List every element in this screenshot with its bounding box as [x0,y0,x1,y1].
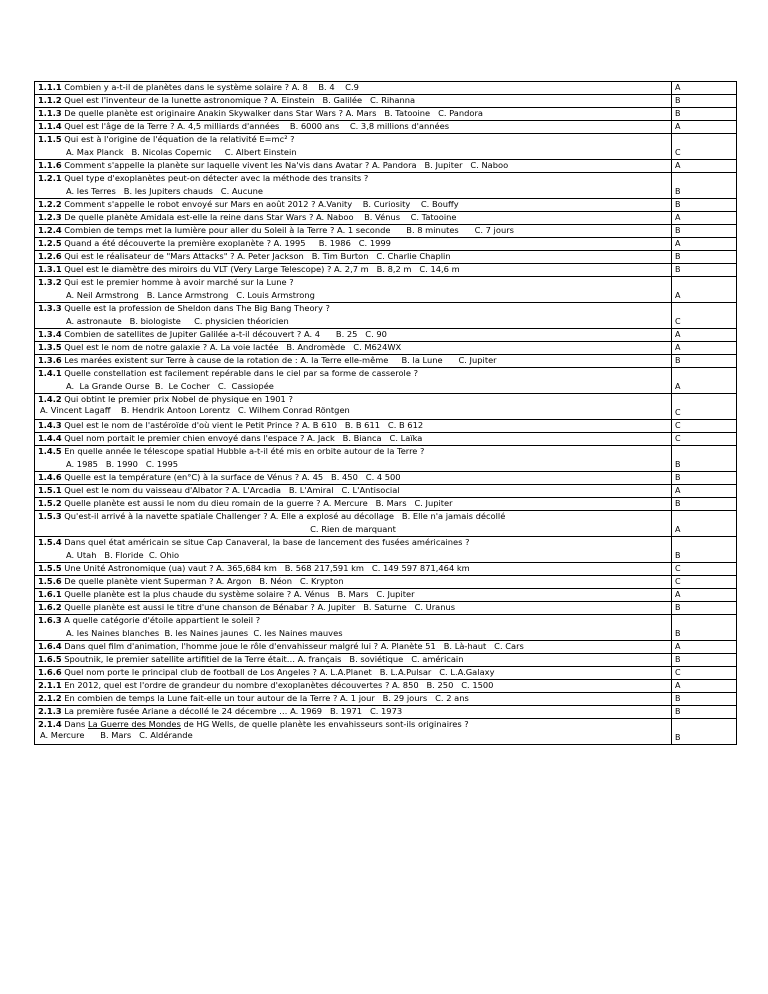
question-cell [35,472,672,485]
question-text: Quel est le nom de notre galaxie ? [64,342,208,352]
question-number: 1.1.5 [38,134,62,144]
question-number: 1.3.1 [38,264,62,274]
question-text: Combien de temps met la lumière pour aller du Soleil à la Terre ? [64,225,335,235]
question-text: Une Unité Astronomique (ua) vaut ? [64,563,214,573]
question-row [35,537,737,563]
question-number: 1.1.2 [38,95,62,105]
question-row [35,251,737,264]
question-options: A. 2,7 m B. 8,2 m C. 14,6 m [334,264,460,274]
question-options: A. la Terre elle-même B. la Lune C. Jupiter [300,355,497,365]
question-text: A quelle catégorie d'étoile appartient le soleil ? [64,615,261,625]
question-cell [35,537,672,563]
question-options: A. 1 seconde B. 8 minutes C. 7 jours [337,225,514,235]
question-row [35,277,737,303]
question-cell [35,511,672,537]
question-row [35,303,737,329]
answer-cell: C [672,667,737,680]
question-number: 1.2.4 [38,225,62,235]
question-row [35,719,737,745]
question-options: A. Elle a explosé au décollage B. Elle n'a jamais décollé [270,511,506,521]
question-cell [35,212,672,225]
question-text: Quelle planète est aussi le titre d'une chanson de Bénabar ? [64,602,315,612]
question-row [35,160,737,173]
answer-cell: B [672,719,737,745]
question-options: A. 1995 B. 1986 C. 1999 [273,238,391,248]
question-text: Quelle constellation est facilement repérable dans le ciel par sa forme de casserole ? [64,368,418,378]
question-cell [35,225,672,238]
answer-cell: C [672,433,737,446]
question-row [35,433,737,446]
question-number: 1.3.2 [38,277,62,287]
question-text-post: de HG Wells, de quelle planète les envahisseurs sont-ils originaires ? [180,719,469,729]
question-number: 1.6.6 [38,667,62,677]
question-number: 1.1.4 [38,121,62,131]
answer-cell: B [672,654,737,667]
question-text: Quand a été découverte la première exoplanète ? [64,238,272,248]
answer-cell: B [672,472,737,485]
question-row [35,602,737,615]
question-row [35,654,737,667]
question-cell [35,121,672,134]
question-row [35,173,737,199]
question-cell [35,446,672,472]
question-options: A. Einstein B. Galilée C. Rihanna [270,95,416,105]
question-cell [35,95,672,108]
question-text: Combien de satellites de Jupiter Galilée a-t-il découvert ? [64,329,302,339]
question-number: 2.1.1 [38,680,62,690]
question-cell [35,199,672,212]
question-options: A. 4,5 milliards d'années B. 6000 ans C. 3,8 millions d'années [177,121,450,131]
question-number: 1.2.3 [38,212,62,222]
question-cell [35,719,672,745]
answer-cell: B [672,264,737,277]
question-text: Qui est à l'origine de l'équation de la relativité E=mc² ? [64,134,295,144]
answer-cell: B [672,108,737,121]
answer-cell: C [672,303,737,329]
question-options: A. Mercure B. Mars C. Jupiter [323,498,453,508]
answer-cell: B [672,199,737,212]
question-options: A. les Terres B. les Jupiters chauds C. Aucune [66,186,263,196]
question-row [35,667,737,680]
question-cell [35,485,672,498]
question-cell [35,108,672,121]
question-row [35,225,737,238]
question-number: 1.6.5 [38,654,62,664]
question-row [35,199,737,212]
question-options: A. Vincent Lagaff B. Hendrik Antoon Lorentz C. Wilhem Conrad Röntgen [40,405,350,415]
question-cell [35,277,672,303]
question-options: A. Pandora B. Jupiter C. Naboo [371,160,509,170]
question-text: Quel nom portait le premier chien envoyé dans l'espace ? [64,433,305,443]
question-cell [35,433,672,446]
question-row [35,134,737,160]
question-row [35,615,737,641]
answer-cell: C [672,420,737,433]
question-cell [35,420,672,433]
question-row [35,342,737,355]
question-row [35,576,737,589]
question-options: A. 850 B. 250 C. 1500 [392,680,494,690]
question-row [35,641,737,654]
question-row [35,95,737,108]
question-cell [35,589,672,602]
question-text: Quel est l'âge de la Terre ? [64,121,175,131]
question-number: 1.4.2 [38,394,62,404]
answer-cell: A [672,238,737,251]
answer-cell: B [672,251,737,264]
answer-cell: B [672,446,737,472]
question-row [35,498,737,511]
question-row [35,446,737,472]
question-text: Quel est le nom du vaisseau d'Albator ? [64,485,230,495]
question-cell [35,498,672,511]
question-text: Dans quel film d'animation, l'homme joue le rôle d'envahisseur malgré lui ? [64,641,379,651]
question-number: 2.1.3 [38,706,62,716]
question-cell [35,394,672,420]
question-cell [35,264,672,277]
question-text: Qui est le premier homme à avoir marché sur la Lune ? [64,277,294,287]
quiz-table-body [35,82,737,745]
question-number: 1.2.2 [38,199,62,209]
question-row [35,212,737,225]
question-row [35,511,737,537]
answer-cell: B [672,537,737,563]
question-row [35,589,737,602]
question-row [35,108,737,121]
answer-cell: B [672,693,737,706]
answer-cell: B [672,95,737,108]
answer-cell: A [672,680,737,693]
answer-cell: B [672,225,737,238]
answer-cell: C [672,394,737,420]
question-options: A. Max Planck B. Nicolas Copernic C. Albert Einstein [66,147,297,157]
question-options: A. Planète 51 B. Là-haut C. Cars [380,641,524,651]
question-options: A. 1 jour B. 29 jours C. 2 ans [340,693,469,703]
question-cell [35,342,672,355]
question-text: Comment s'appelle le robot envoyé sur Mars en août 2012 ? [64,199,316,209]
quiz-sheet [34,81,734,745]
question-cell [35,667,672,680]
question-number: 1.5.2 [38,498,62,508]
question-options: A. Vénus B. Mars C. Jupiter [293,589,415,599]
question-cell [35,680,672,693]
question-row [35,82,737,95]
question-cell [35,706,672,719]
question-options: A. Naboo B. Vénus C. Tatooine [316,212,457,222]
question-text: Quel est l'inventeur de la lunette astronomique ? [64,95,269,105]
answer-cell: A [672,641,737,654]
question-text: En combien de temps la Lune fait-elle un tour autour de la Terre ? [64,693,338,703]
answer-cell: C [672,134,737,160]
question-cell [35,251,672,264]
question-text: Spoutnik, le premier satellite artifitiel de la Terre était… [64,654,296,664]
question-cell [35,82,672,95]
question-cell [35,576,672,589]
question-row [35,706,737,719]
question-cell [35,329,672,342]
question-options: A. Argon B. Néon C. Krypton [216,576,344,586]
book-title: La Guerre des Mondes [87,719,181,729]
question-row [35,420,737,433]
question-options: A. Utah B. Floride C. Ohio [66,550,180,560]
question-row [35,563,737,576]
question-options: A. Mars B. Tatooine C. Pandora [345,108,483,118]
answer-cell: B [672,173,737,199]
answer-cell: A [672,342,737,355]
question-text: Qui est le réalisateur de "Mars Attacks" ? [64,251,235,261]
answer-cell: C [672,563,737,576]
answer-cell: A [672,160,737,173]
question-text: La première fusée Ariane a décollé le 24 décembre … [64,706,288,716]
question-row [35,693,737,706]
answer-cell: B [672,355,737,368]
question-number: 1.1.6 [38,160,62,170]
quiz-table [34,81,737,745]
question-number: 1.6.3 [38,615,62,625]
question-options: A. La Grande Ourse B. Le Cocher C. Cassiopée [66,381,274,391]
question-row [35,121,737,134]
question-text: Les marées existent sur Terre à cause de la rotation de : [64,355,298,365]
answer-cell: B [672,498,737,511]
question-options: A. 1985 B. 1990 C. 1995 [66,459,179,469]
question-text: Qu'est-il arrivé à la navette spatiale Challenger ? [64,511,268,521]
question-text-pre: Dans [64,719,88,729]
question-row [35,394,737,420]
answer-cell: A [672,511,737,537]
question-row [35,472,737,485]
question-number: 1.5.4 [38,537,62,547]
question-number: 1.2.5 [38,238,62,248]
question-text: Quel est le nom de l'astéroïde d'où vient le Petit Prince ? [64,420,300,430]
question-options-continued: C. Rien de marquant [310,524,396,534]
question-options: A. astronaute B. biologiste C. physicien théoricien [66,316,289,326]
question-text: Comment s'appelle la planète sur laquelle vivent les Na'vis dans Avatar ? [64,160,370,170]
question-options: A. 365,684 km B. 568 217,591 km C. 149 597 871,464 km [216,563,470,573]
question-row [35,238,737,251]
answer-cell: B [672,602,737,615]
question-options: A. 8 B. 4 C.9 [291,82,359,92]
answer-cell: A [672,589,737,602]
question-cell [35,238,672,251]
question-text: De quelle planète est originaire Anakin Skywalker dans Star Wars ? [64,108,343,118]
question-options: A. Mercure B. Mars C. Aldérande [40,730,193,740]
question-cell [35,355,672,368]
question-text: Quel nom porte le principal club de football de Los Angeles ? [64,667,317,677]
question-number: 1.4.5 [38,446,62,456]
question-options: A. La voie lactée B. Andromède C. M624WX [209,342,402,352]
answer-cell: C [672,576,737,589]
question-text: Dans quel état américain se situe Cap Canaveral, la base de lancement des fusées américaines ? [64,537,470,547]
question-text: En 2012, quel est l'ordre de grandeur du nombre d'exoplanètes découvertes ? [64,680,390,690]
question-text: Quel type d'exoplanètes peut-on détecter avec la méthode des transits ? [64,173,369,183]
question-number: 1.5.3 [38,511,62,521]
question-row [35,329,737,342]
question-text: Quelle planète est aussi le nom du dieu romain de la guerre ? [64,498,321,508]
question-text: En quelle année le télescope spatial Hubble a-t-il été mis en orbite autour de la Terre ? [64,446,425,456]
answer-cell: A [672,368,737,394]
question-text: Quelle planète est la plus chaude du système solaire ? [64,589,292,599]
question-cell [35,303,672,329]
question-cell [35,641,672,654]
question-options: A. Peter Jackson B. Tim Burton C. Charlie Chaplin [237,251,451,261]
question-row [35,264,737,277]
question-text: De quelle planète vient Superman ? [64,576,214,586]
question-number: 1.5.1 [38,485,62,495]
question-options: A. Jack B. Bianca C. Laïka [307,433,423,443]
question-number: 1.6.2 [38,602,62,612]
question-cell [35,160,672,173]
question-options: A. Neil Armstrong B. Lance Armstrong C. Louis Armstrong [66,290,315,300]
question-number: 1.2.1 [38,173,62,183]
question-number: 1.4.1 [38,368,62,378]
question-row [35,680,737,693]
question-number: 1.1.1 [38,82,62,92]
question-row [35,368,737,394]
question-options: A. 1969 B. 1971 C. 1973 [290,706,403,716]
question-number: 1.3.5 [38,342,62,352]
answer-cell: B [672,615,737,641]
answer-cell: A [672,277,737,303]
question-number: 1.1.3 [38,108,62,118]
answer-cell: B [672,706,737,719]
question-cell [35,368,672,394]
question-text: Quel est le diamètre des miroirs du VLT (Very Large Telescope) ? [64,264,332,274]
question-number: 2.1.2 [38,693,62,703]
question-options: A. 45 B. 450 C. 4 500 [301,472,401,482]
question-options: A. les Naines blanches B. les Naines jaunes C. les Naines mauves [66,628,343,638]
question-number: 1.5.6 [38,576,62,586]
question-row [35,355,737,368]
answer-cell: A [672,121,737,134]
question-text: Qui obtint le premier prix Nobel de physique en 1901 ? [64,394,293,404]
question-cell [35,693,672,706]
answer-cell: A [672,329,737,342]
question-number: 1.4.4 [38,433,62,443]
question-cell [35,602,672,615]
answer-cell: A [672,485,737,498]
question-number: 1.5.5 [38,563,62,573]
question-cell [35,654,672,667]
question-options: A. L.A.Planet B. L.A.Pulsar C. L.A.Galaxy [319,667,495,677]
question-cell [35,615,672,641]
question-text: Quelle est la température (en°C) à la surface de Vénus ? [64,472,300,482]
question-number: 1.2.6 [38,251,62,261]
question-number: 1.3.3 [38,303,62,313]
question-options: A. B 610 B. B 611 C. B 612 [301,420,424,430]
question-options: A. français B. soviétique C. américain [297,654,464,664]
question-number: 1.4.6 [38,472,62,482]
answer-cell: A [672,212,737,225]
question-row [35,485,737,498]
question-number: 1.4.3 [38,420,62,430]
question-number: 1.3.6 [38,355,62,365]
question-cell [35,563,672,576]
question-number: 2.1.4 [38,719,62,729]
question-text: De quelle planète Amidala est-elle la reine dans Star Wars ? [64,212,314,222]
question-cell [35,134,672,160]
question-options: A. 4 B. 25 C. 90 [303,329,387,339]
question-options: A. L'Arcadia B. L'Amiral C. L'Antisocial [232,485,400,495]
question-cell [35,173,672,199]
question-options: A. Jupiter B. Saturne C. Uranus [317,602,456,612]
question-number: 1.3.4 [38,329,62,339]
question-number: 1.6.4 [38,641,62,651]
question-text: Quelle est la profession de Sheldon dans The Big Bang Theory ? [64,303,330,313]
question-options: A.Vanity B. Curiosity C. Bouffy [318,199,459,209]
answer-cell: A [672,82,737,95]
question-text: Combien y a-t-il de planètes dans le système solaire ? [64,82,290,92]
question-number: 1.6.1 [38,589,62,599]
